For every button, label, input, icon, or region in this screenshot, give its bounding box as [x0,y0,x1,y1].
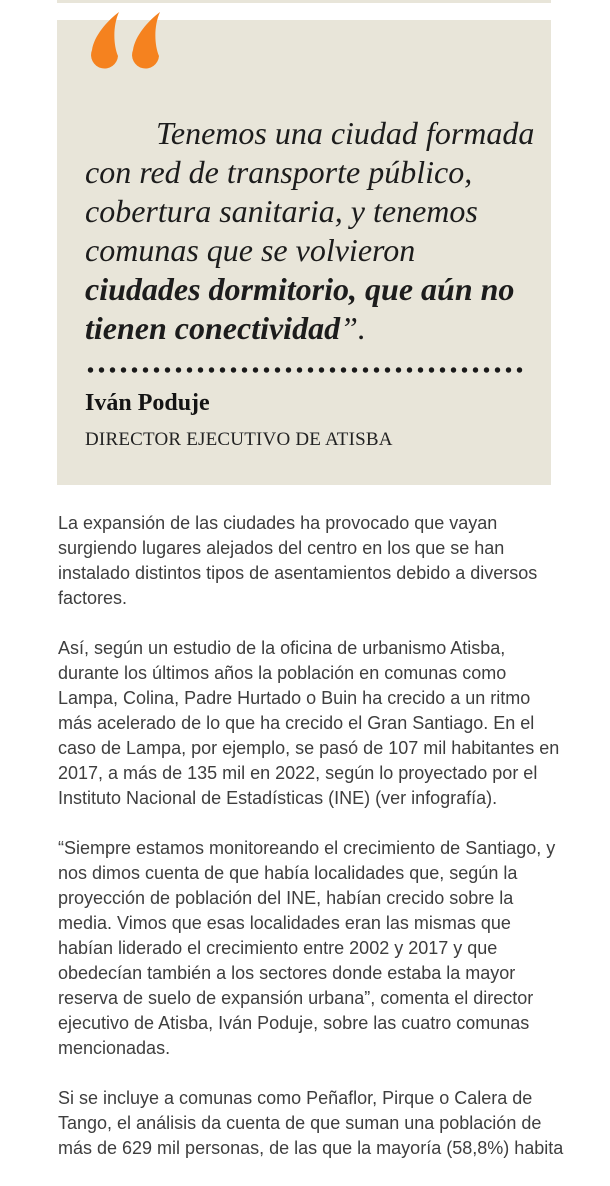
pull-quote-card [57,20,551,485]
dotted-separator [85,367,523,373]
opening-double-quote-icon [85,11,161,69]
quote-line-emphasis-text: tienen conectividad [85,310,341,346]
quote-line: comunas que se volvieron [85,232,416,268]
quote-line: Tenemos una ciudad formada [156,115,535,151]
article-paragraph: La expansión de las ciudades ha provocado que vayan surgiendo lugares alejados del centro en los que se han instalado distintos tipos de asentamientos debido a diversos factores. [58,513,538,608]
article-paragraph: Si se incluye a comunas como Peñaflor, Pirque o Calera de Tango, el análisis da cuenta de que suman una población de más de 629 mil personas, de las que la mayoría (58,8%) habita [58,1088,564,1158]
quote-line-emphasis: ciudades dormitorio, que aún no [85,271,515,307]
quote-author: Iván Poduje [85,390,210,416]
quote-line: con red de transporte público, [85,154,473,190]
previous-block-edge [57,0,551,3]
quote-line: cobertura sanitaria, y tenemos [85,193,478,229]
article-paragraph: Así, según un estudio de la oficina de urbanismo Atisba, durante los últimos años la población en comunas como Lampa, Colina, Padre Hurtado o Buin ha crecido a un ritmo más acelerado de lo que ha crecido el Gran Santiago. En el caso de Lampa, por ejemplo, se pasó de 107 mil habitantes en 2017, a más de 135 mil en 2022, según lo proyectado por el Instituto Nacional de Estadísticas (INE) (ver infografía). [58,638,560,808]
quote-closing-mark: ”. [340,310,366,346]
quote-line-emphasis [85,309,523,348]
article-paragraph: “Siempre estamos monitoreando el crecimiento de Santiago, y nos dimos cuenta de que había localidades que, según la proyección de población del INE, habían crecido sobre la media. Vimos que esas localidades eran las mismas que habían liderado el crecimiento entre 2002 y 2017 y que obedecían también a los sectores donde estaba la mayor reserva de suelo de expansión urbana”, comenta el director ejecutivo de Atisba, Iván Poduje, sobre las cuatro comunas mencionadas. [58,838,556,1058]
quote-author-role: DIRECTOR EJECUTIVO DE ATISBA [85,429,393,450]
article-body [58,511,566,1186]
quote-text [85,20,535,348]
